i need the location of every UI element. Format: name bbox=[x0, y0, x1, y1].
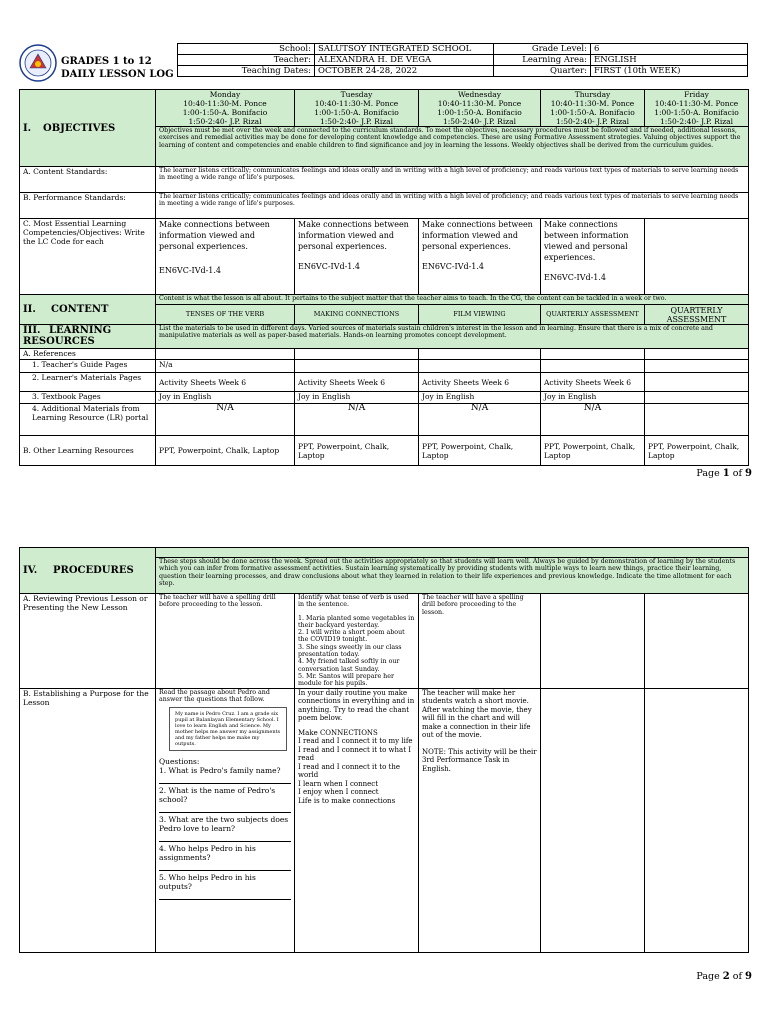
textbook-label: 3. Textbook Pages bbox=[20, 392, 156, 404]
other-monday: PPT, Powerpoint, Chalk, Laptop bbox=[156, 436, 295, 466]
objectives-heading: I. OBJECTIVES bbox=[20, 90, 156, 167]
grade-label: Grade Level: bbox=[494, 44, 591, 55]
teachers-guide-label: 1. Teacher's Guide Pages bbox=[20, 360, 156, 373]
content-thursday: QUARTERLY ASSESSMENT bbox=[541, 305, 645, 325]
pedro-passage: My name is Pedro Cruz. I am a grade six pupil at Balanlayan Elementary School. I love to learn English and Science. My mother helps me answer my assignments and my father helps me make my outputs. bbox=[169, 707, 287, 751]
area-value: ENGLISH bbox=[591, 55, 748, 66]
tense-item: 1. Maria planted some vegetables in their backyard yesterday. bbox=[298, 614, 415, 629]
poem-line: I read and I connect it to the world bbox=[298, 762, 400, 780]
resources-heading: III. LEARNING RESOURCES bbox=[20, 325, 156, 349]
day-header-friday: Friday 10:40-11:30-M. Ponce 1:00-1:50-A. Bonifacio 1:50-2:40- J.P. Rizal bbox=[645, 90, 749, 127]
page-number-2: Page 2 of 9 bbox=[696, 971, 752, 982]
content-monday: TENSES OF THE VERB bbox=[156, 305, 295, 325]
objectives-note: Objectives must be met over the week and connected to the curriculum standards. To meet the objectives, necessary procedures must be followed and if needed, additional lessons, exercises and remedial activities may be done for developing content knowledge and competencies. These are using Formative Assessment strategies. Valuing objectives support the learning of content and competencies and enable children to find significance and joy in learning the lessons. Weekly objectives shall be derived from the curriculum guides. bbox=[156, 127, 749, 167]
content-tuesday: MAKING CONNECTIONS bbox=[295, 305, 419, 325]
tb-wednesday: Joy in English bbox=[419, 392, 541, 404]
establishing-purpose-label: B. Establishing a Purpose for the Lesson bbox=[20, 688, 156, 952]
a-tuesday: Identify what tense of verb is used in the sentence. 1. Maria planted some vegetables in their backyard yesterday. 2. I will write a short poem about the COVID19 tonight. 3. She sings sweetly in our class presentation today. 4. My friend talked softly in our conversation last Sunday. 5. Mr. Santos will prepare her module for his pupils. bbox=[295, 594, 419, 689]
area-label: Learning Area: bbox=[494, 55, 591, 66]
melc-tuesday: Make connections between information viewed and personal experiences. EN6VC-IVd-1.4 bbox=[295, 219, 419, 295]
question-item: 1. What is Pedro's family name? bbox=[159, 766, 281, 776]
content-friday: QUARTERLY ASSESSMENT bbox=[645, 305, 749, 325]
content-heading: II. CONTENT bbox=[20, 295, 156, 325]
add-monday: N/A bbox=[156, 404, 295, 436]
poem-line: I read and I connect it to what I read bbox=[298, 745, 411, 763]
performance-standards-label: B. Performance Standards: bbox=[20, 193, 156, 219]
lm-tuesday: Activity Sheets Week 6 bbox=[295, 373, 419, 392]
melc-label: C. Most Essential Learning Competencies/Objectives: Write the LC Code for each bbox=[20, 219, 156, 295]
references-label: A. References bbox=[20, 349, 156, 360]
poem-line: Make CONNECTIONS bbox=[298, 728, 378, 737]
lm-wednesday: Activity Sheets Week 6 bbox=[419, 373, 541, 392]
add-tuesday: N/A bbox=[295, 404, 419, 436]
question-item: 3. What are the two subjects does Pedro love to learn? bbox=[159, 815, 289, 834]
learners-materials-label: 2. Learner's Materials Pages bbox=[20, 373, 156, 392]
teachers-guide-value: N/a bbox=[156, 360, 295, 373]
a-monday: The teacher will have a spelling drill before proceeding to the lesson. bbox=[156, 594, 295, 689]
b-tuesday: In your daily routine you make connections in everything and in anything. Try to read the chant poem below. Make CONNECTIONS I read and I connect it to my life I read and I connect it to what I read I read and I connect it to the world I learn when I connect I enjoy when I connect Life is to make connections bbox=[295, 688, 419, 952]
other-tuesday: PPT, Powerpoint, Chalk, Laptop bbox=[295, 436, 419, 466]
deped-seal bbox=[19, 44, 57, 82]
other-thursday: PPT, Powerpoint, Chalk, Laptop bbox=[541, 436, 645, 466]
quarter-label: Quarter: bbox=[494, 66, 591, 77]
grade-value: 6 bbox=[591, 44, 748, 55]
content-standards-label: A. Content Standards: bbox=[20, 167, 156, 193]
form-subtitle: DAILY LESSON LOG bbox=[61, 69, 174, 80]
day-header-wednesday: Wednesday 10:40-11:30-M. Ponce 1:00-1:50-A. Bonifacio 1:50-2:40- J.P. Rizal bbox=[419, 90, 541, 127]
b-wednesday: The teacher will make her students watch a short movie. After watching the movie, they will fill in the chart and will make a connection in their life out of the movie. NOTE: This activity will be their 3rd Performance Task in English. bbox=[419, 688, 541, 952]
day-header-tuesday: Tuesday 10:40-11:30-M. Ponce 1:00-1:50-A. Bonifacio 1:50-2:40- J.P. Rizal bbox=[295, 90, 419, 127]
content-note: Content is what the lesson is all about. It pertains to the subject matter that the teacher aims to teach. In the CG, the content can be tackled in a week or two. bbox=[156, 295, 749, 305]
content-standards-text: The learner listens critically; communicates feelings and ideas orally and in writing with a high level of proficiency; and reads various text types of materials to serve learning needs in meeting a wide range of life's purposes. bbox=[156, 167, 749, 193]
day-header-monday: Monday 10:40-11:30-M. Ponce 1:00-1:50-A. Bonifacio 1:50-2:40- J.P. Rizal bbox=[156, 90, 295, 127]
performance-standards-text: The learner listens critically; communicates feelings and ideas orally and in writing with a high level of proficiency; and reads various text types of materials to serve learning needs in meeting a wide range of life's purposes. bbox=[156, 193, 749, 219]
other-friday: PPT, Powerpoint, Chalk, Laptop bbox=[645, 436, 749, 466]
content-wednesday: FILM VIEWING bbox=[419, 305, 541, 325]
poem-line: I enjoy when I connect bbox=[298, 788, 379, 797]
quarter-value: FIRST (10th WEEK) bbox=[591, 66, 748, 77]
add-wednesday: N/A bbox=[419, 404, 541, 436]
question-item: 2. What is the name of Pedro's school? bbox=[159, 786, 276, 805]
form-title: GRADES 1 to 12 bbox=[61, 56, 152, 67]
tb-thursday: Joy in English bbox=[541, 392, 645, 404]
poem-line: I learn when I connect bbox=[298, 779, 379, 788]
melc-monday: Make connections between information viewed and personal experiences. EN6VC-IVd-1.4 bbox=[156, 219, 295, 295]
question-item: 5. Who helps Pedro in his outputs? bbox=[159, 873, 256, 892]
reviewing-lesson-label: A. Reviewing Previous Lesson or Presenting the New Lesson bbox=[20, 594, 156, 689]
dates-label: Teaching Dates: bbox=[178, 66, 315, 77]
other-wednesday: PPT, Powerpoint, Chalk, Laptop bbox=[419, 436, 541, 466]
tense-item: 2. I will write a short poem about the COVID19 tonight. bbox=[298, 629, 405, 644]
poem-line: I read and I connect it to my life bbox=[298, 737, 413, 746]
school-label: School: bbox=[178, 44, 315, 55]
melc-wednesday: Make connections between information viewed and personal experiences. EN6VC-IVd-1.4 bbox=[419, 219, 541, 295]
teacher-value: ALEXANDRA H. DE VEGA bbox=[315, 55, 494, 66]
dates-value: OCTOBER 24-28, 2022 bbox=[315, 66, 494, 77]
other-resources-label: B. Other Learning Resources bbox=[20, 436, 156, 466]
tense-item: 5. Mr. Santos will prepare her module for his pupils. bbox=[298, 672, 394, 688]
lm-thursday: Activity Sheets Week 6 bbox=[541, 373, 645, 392]
melc-thursday: Make connections between information viewed and personal experiences. EN6VC-IVd-1.4 bbox=[541, 219, 645, 295]
day-header-thursday: Thursday 10:40-11:30-M. Ponce 1:00-1:50-A. Bonifacio 1:50-2:40- J.P. Rizal bbox=[541, 90, 645, 127]
tb-tuesday: Joy in English bbox=[295, 392, 419, 404]
procedures-note: These steps should be done across the week. Spread out the activities appropriately so that students will learn well. Always be guided by demonstration of learning by the students which you can infer from formative assessment activities. Sustain learning systematically by providing students with multiple ways to learn new things, practice their learning, question their learning processes, and draw conclusions about what they learned in relation to their life experiences and previous knowledge. Indicate the time allotment for each step. bbox=[156, 558, 749, 594]
tb-monday: Joy in English bbox=[156, 392, 295, 404]
poem-line: Life is to make connections bbox=[298, 796, 396, 805]
school-value: SALUTSOY INTEGRATED SCHOOL bbox=[315, 44, 494, 55]
question-item: 4. Who helps Pedro in his assignments? bbox=[159, 844, 256, 863]
melc-friday bbox=[645, 219, 749, 295]
a-wednesday: The teacher will have a spelling drill before proceeding to the lesson. bbox=[419, 594, 541, 689]
procedures-heading: IV. PROCEDURES bbox=[20, 548, 156, 594]
tense-item: 3. She sings sweetly in our class presentation today. bbox=[298, 643, 402, 659]
resources-note: List the materials to be used in different days. Varied sources of materials sustain children's interest in the lesson and in learning. Ensure that there is a mix of concrete and manipulative materials as well as paper-based materials. Hands-on learning promotes concept development. bbox=[156, 325, 749, 349]
b-monday: Read the passage about Pedro and answer the questions that follow. My name is Pedro Cruz. I am a grade six pupil at Balanlayan Elementary School. I love to learn English and Science. My mother helps me answer my assignments and my father helps me make my outputs. Questions: 1. What is Pedro's family name? 2. What is the name of Pedro's school? 3. What are the two subjects does Pedro love to learn? 4. Who helps Pedro in his assignments? 5. Who helps Pedro in his outputs? bbox=[156, 688, 295, 952]
lm-monday: Activity Sheets Week 6 bbox=[156, 373, 295, 392]
teacher-label: Teacher: bbox=[178, 55, 315, 66]
lesson-log-table-page1 bbox=[19, 89, 749, 466]
additional-materials-label: 4. Additional Materials from Learning Resource (LR) portal bbox=[20, 404, 156, 436]
tense-item: 4. My friend talked softly in our conversation last Sunday. bbox=[298, 658, 400, 673]
add-thursday: N/A bbox=[541, 404, 645, 436]
page-number-1: Page 1 of 9 bbox=[696, 468, 752, 479]
header-info-table bbox=[177, 43, 748, 77]
lesson-log-table-page2 bbox=[19, 547, 749, 953]
